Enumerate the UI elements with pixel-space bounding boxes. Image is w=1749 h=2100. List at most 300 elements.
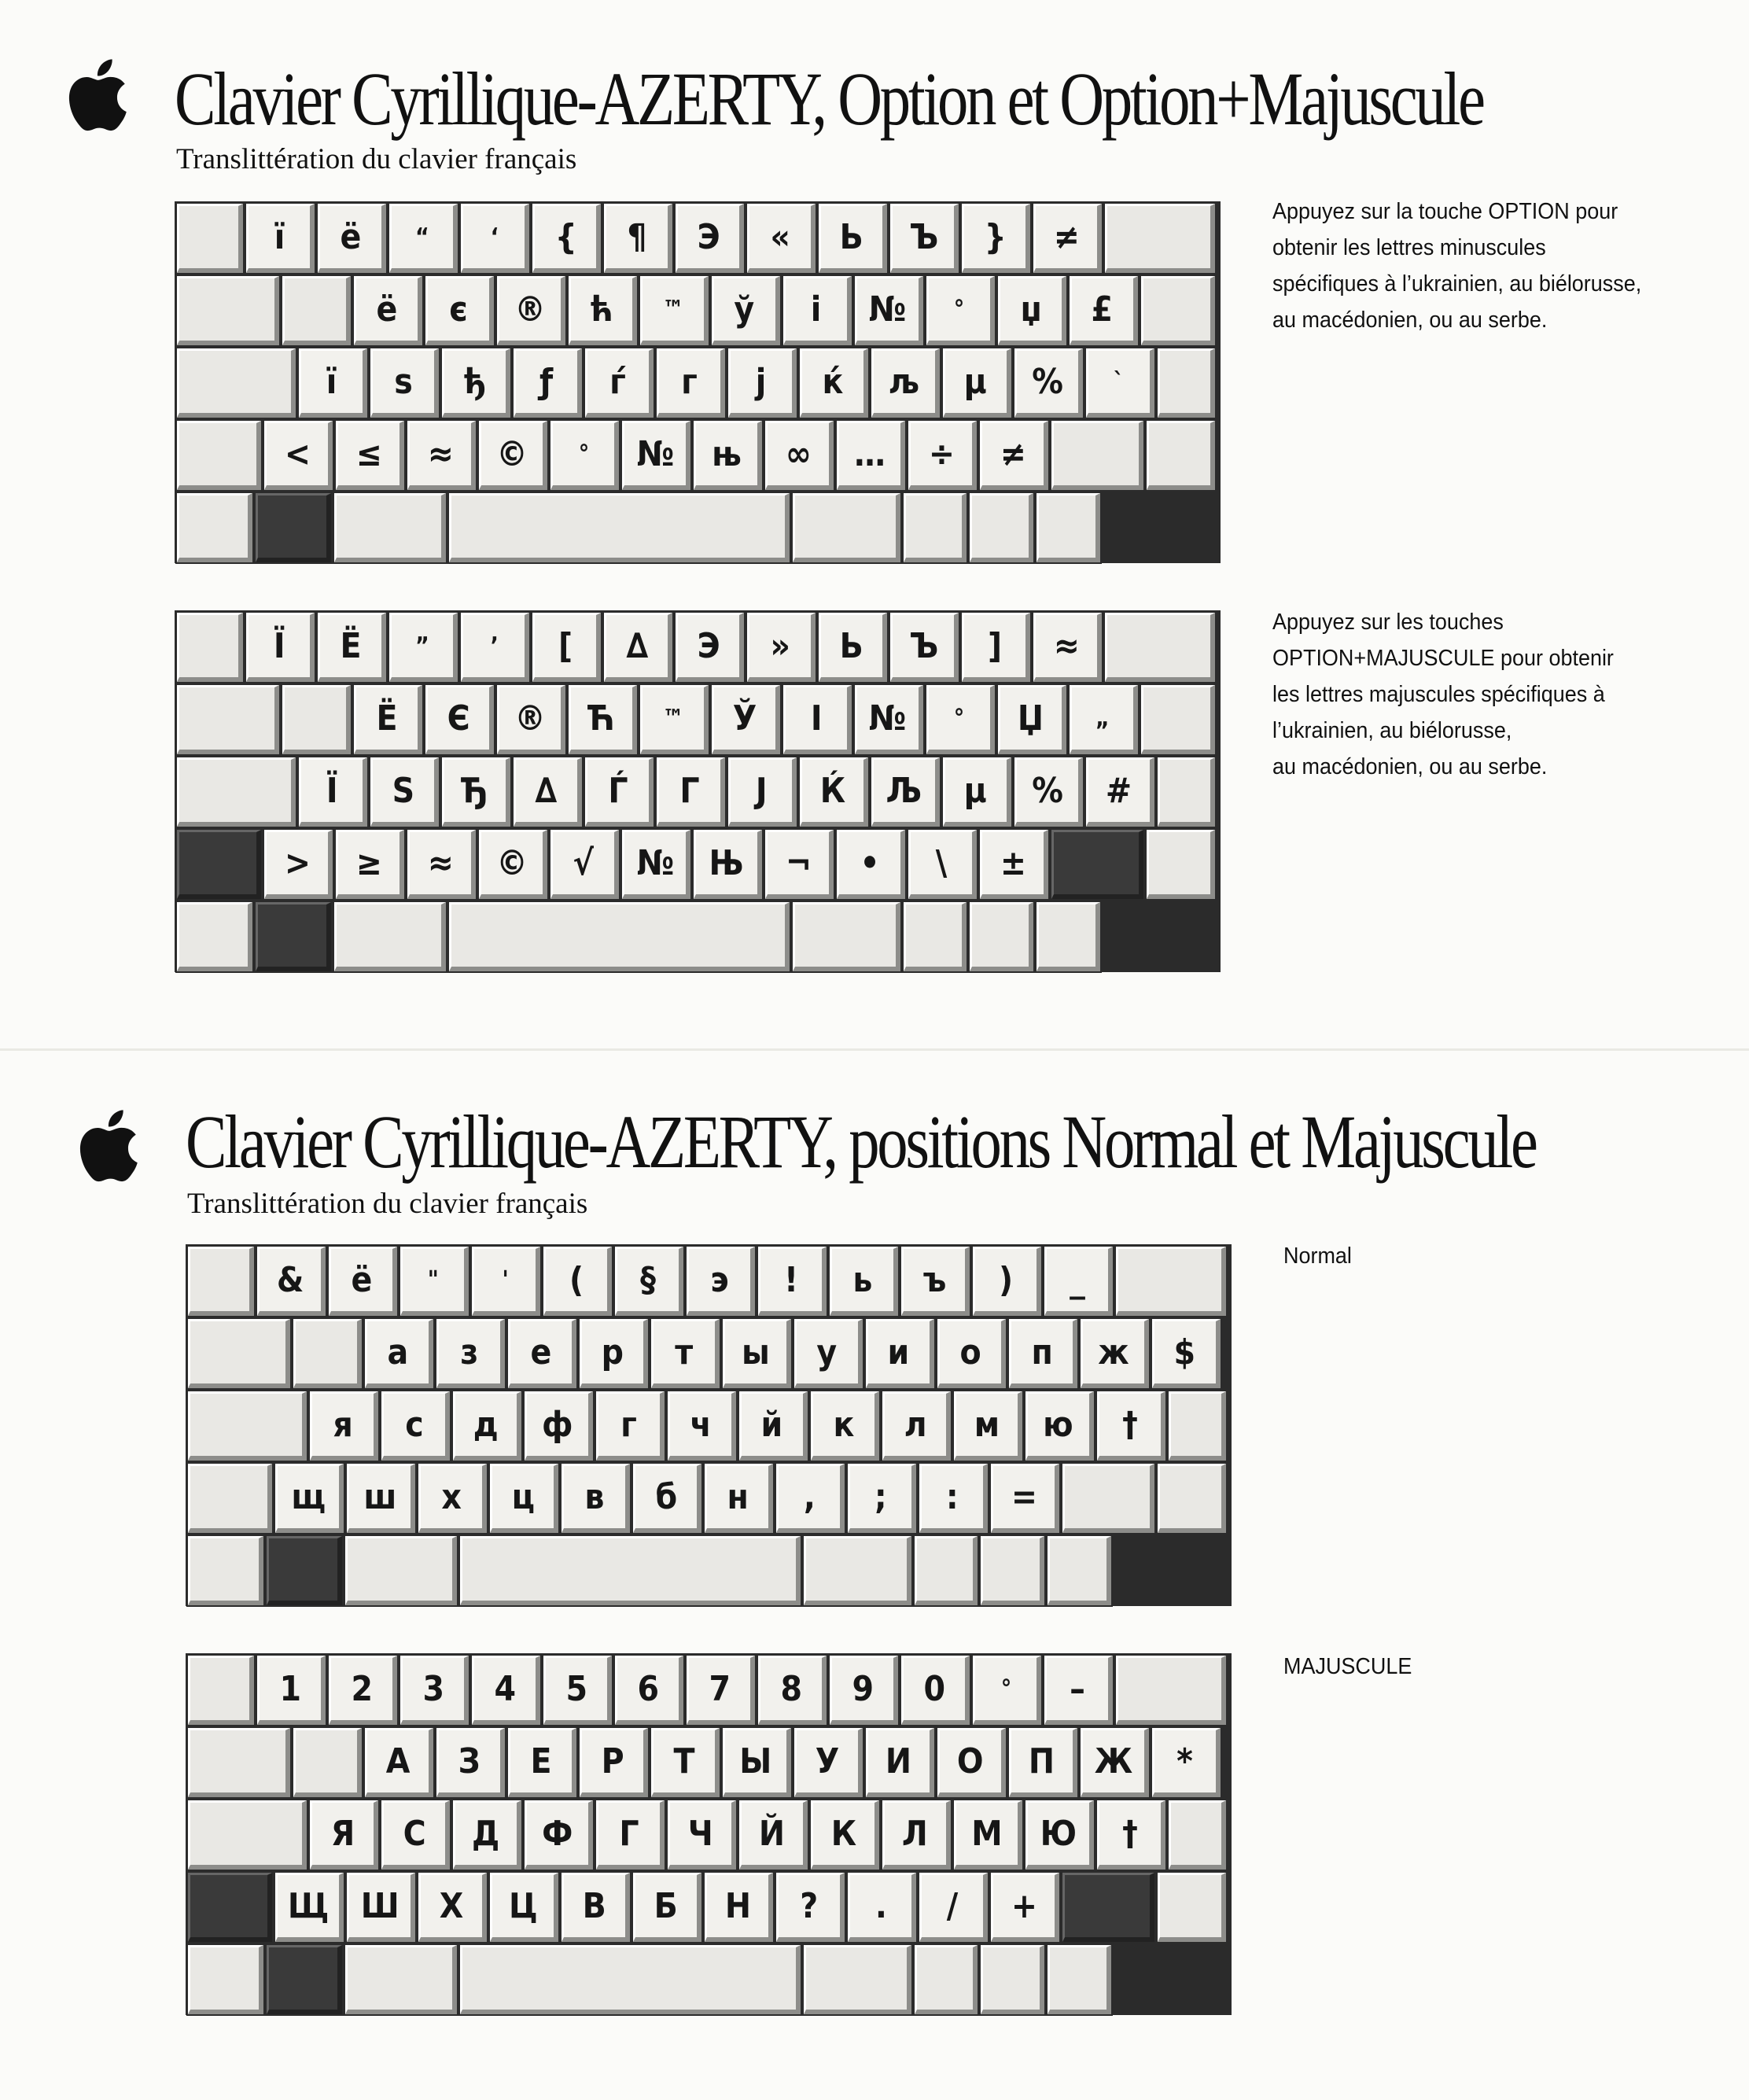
key-label: м [974, 1405, 1000, 1445]
command-key [334, 493, 446, 562]
key-label: г [620, 1405, 638, 1445]
key-label: Ь [840, 217, 864, 257]
keycap [550, 830, 619, 899]
section-divider [0, 1048, 1749, 1051]
keycap [980, 421, 1048, 490]
keycap [830, 1656, 898, 1725]
keycap [543, 1247, 612, 1316]
keycap [848, 1464, 916, 1533]
option-key [256, 493, 331, 562]
key-label: Ы [739, 1741, 772, 1781]
key-label: ѓ [609, 362, 627, 402]
key-label: Ї [273, 626, 285, 666]
key-label: ° [954, 705, 965, 732]
control-key [188, 1536, 263, 1605]
key-label: № [868, 289, 907, 330]
key-label: ≠ [1000, 434, 1026, 474]
key-label: в [584, 1477, 605, 1517]
key-label: # [1106, 771, 1132, 811]
keycap [257, 1247, 326, 1316]
key-label: 1 [279, 1669, 302, 1709]
keycap [837, 830, 905, 899]
delete-key [1116, 1656, 1226, 1725]
keycap [980, 830, 1048, 899]
delete-key [1105, 204, 1215, 273]
keycap [890, 204, 959, 273]
modifier-key [177, 685, 279, 754]
keycap [705, 1873, 773, 1942]
key-label: } [984, 217, 1007, 257]
keycap [758, 1656, 827, 1725]
key-label: ' [502, 1266, 509, 1294]
key-label: % [1031, 362, 1063, 402]
arrow-key [1037, 902, 1100, 971]
keycap [919, 1464, 988, 1533]
keycap [336, 421, 404, 490]
key-label: ц [511, 1477, 535, 1517]
key-label: % [1031, 771, 1063, 811]
modifier-key [188, 1728, 290, 1797]
key-label: Ж [1094, 1741, 1133, 1781]
keycap [926, 276, 995, 345]
key-label: $ [1173, 1332, 1196, 1372]
key-label: ф [542, 1405, 573, 1445]
key-label: О [956, 1741, 984, 1781]
key-label: © [496, 843, 528, 883]
modifier-key [188, 1800, 307, 1870]
key-label: © [496, 434, 528, 474]
keycap [354, 685, 422, 754]
keycap [580, 1728, 648, 1797]
key-label: + [1011, 1886, 1037, 1926]
keycap [1097, 1391, 1165, 1461]
key-label: П [1029, 1741, 1055, 1781]
key-label: , [803, 1477, 816, 1517]
space-bar [460, 1536, 801, 1605]
keycap [712, 276, 780, 345]
keycap [596, 1800, 665, 1870]
keycap [354, 276, 422, 345]
key-label: њ [712, 434, 742, 474]
key-label: т [675, 1332, 694, 1372]
key-label: Х [439, 1886, 464, 1926]
keycap [329, 1247, 397, 1316]
keycap [1033, 204, 1102, 273]
keycap [400, 1656, 469, 1725]
key-label: і [810, 289, 822, 330]
keycap [926, 685, 995, 754]
key-label: ’ [490, 632, 499, 660]
shift-key-right [1051, 830, 1143, 899]
keycap [811, 1800, 879, 1870]
delete-key [1116, 1247, 1226, 1316]
key-label: Ћ [587, 698, 616, 739]
key-label: Ё [340, 626, 362, 666]
blank-key [1147, 830, 1215, 899]
return-key [1158, 757, 1215, 827]
key-label: Ъ [908, 217, 938, 257]
keycap [998, 685, 1066, 754]
keycap [622, 830, 690, 899]
blank-key [1158, 1464, 1226, 1533]
keycap [407, 421, 476, 490]
key-label: Ѕ [392, 771, 414, 811]
key-label: № [868, 698, 907, 739]
command-key-right [804, 1945, 911, 2014]
keycap [633, 1464, 701, 1533]
key-label: с [404, 1405, 424, 1445]
key-label: Г [619, 1814, 639, 1854]
keycap [954, 1391, 1022, 1461]
command-key [334, 902, 446, 971]
key-label: Ј [755, 771, 768, 811]
keyboard-option [175, 201, 1221, 563]
keycap [1086, 757, 1154, 827]
page-title: Clavier Cyrillique-AZERTY, Option et Option+Majuscule [175, 57, 1483, 141]
keycap [275, 1873, 344, 1942]
keycap [866, 1319, 934, 1388]
keycap [919, 1873, 988, 1942]
keycap [694, 830, 762, 899]
keycap [615, 1247, 683, 1316]
shift-key-left [188, 1873, 272, 1942]
key-label: ш [363, 1477, 397, 1517]
key-label: к [833, 1405, 855, 1445]
arrow-key [1037, 493, 1100, 562]
arrow-key [904, 902, 967, 971]
keycap [479, 421, 547, 490]
keycap [1025, 1800, 1094, 1870]
key-label: “ [415, 223, 430, 251]
command-key-right [793, 493, 900, 562]
space-bar [449, 493, 790, 562]
keycap [347, 1873, 415, 1942]
keycap [794, 1728, 863, 1797]
key-label: > [284, 843, 311, 883]
modifier-key [177, 613, 243, 682]
keycap [442, 757, 510, 827]
keycap [472, 1656, 540, 1725]
arrow-key [981, 1536, 1044, 1605]
keycap [954, 1800, 1022, 1870]
keycap [657, 757, 725, 827]
keycap [811, 1391, 879, 1461]
space-bar [460, 1945, 801, 2014]
key-label: ї [326, 362, 337, 402]
key-label: з [460, 1332, 479, 1372]
key-label: ѕ [393, 362, 413, 402]
key-label: Ќ [819, 771, 845, 811]
modifier-key [177, 348, 296, 418]
keycap [901, 1656, 970, 1725]
keycap [747, 204, 816, 273]
keycap [848, 1873, 916, 1942]
key-label: √ [573, 843, 595, 883]
key-label: ) [999, 1260, 1014, 1300]
keycap [866, 1728, 934, 1797]
key-label: † [1121, 1814, 1138, 1854]
keycap [585, 757, 654, 827]
key-label: Р [601, 1741, 624, 1781]
keycap [908, 421, 977, 490]
shift-key-left [177, 421, 261, 490]
key-label: ; [874, 1477, 887, 1517]
key-label: Й [759, 1814, 786, 1854]
keycap [723, 1319, 791, 1388]
keycap [1081, 1728, 1149, 1797]
key-label: * [1176, 1741, 1194, 1781]
key-label: д [473, 1405, 499, 1445]
keycap [490, 1464, 558, 1533]
keycap [1070, 685, 1138, 754]
keycap [532, 204, 601, 273]
key-label: Ѓ [608, 771, 628, 811]
key-label: " [428, 1266, 440, 1294]
key-label: ≤ [355, 434, 382, 474]
key-label: Њ [709, 843, 745, 883]
keycap [908, 830, 977, 899]
keycap [246, 613, 315, 682]
keycap [747, 613, 816, 682]
keycap [596, 1391, 665, 1461]
key-label: † [1121, 1405, 1138, 1445]
keycap [569, 276, 637, 345]
keycap [973, 1247, 1041, 1316]
key-label: ї [274, 217, 285, 257]
keycap [622, 421, 690, 490]
arrow-key [970, 902, 1033, 971]
keycap [264, 830, 333, 899]
keycap [299, 757, 367, 827]
blank-key [282, 276, 351, 345]
key-label: µ [964, 362, 988, 402]
keycap [585, 348, 654, 418]
keycap [937, 1728, 1006, 1797]
modifier-key [188, 1656, 254, 1725]
key-label: А [385, 1741, 411, 1781]
page-title: Clavier Cyrillique-AZERTY, positions Normal et Majuscule [186, 1100, 1536, 1184]
key-label: 6 [637, 1669, 660, 1709]
keycap [436, 1728, 505, 1797]
keycap [299, 348, 367, 418]
key-label: Ь [840, 626, 864, 666]
key-label: ∆ [626, 626, 649, 666]
keycap [436, 1319, 505, 1388]
key-label: ? [800, 1886, 819, 1926]
key-label: – [1070, 1669, 1086, 1709]
keycap [998, 276, 1066, 345]
shift-key-left [188, 1464, 272, 1533]
key-label: ў [734, 289, 755, 330]
keycap [1009, 1728, 1077, 1797]
keycap [461, 204, 529, 273]
key-label: ! [784, 1260, 799, 1300]
blank-key [293, 1728, 362, 1797]
key-label: & [276, 1260, 304, 1300]
shift-key-right [1062, 1873, 1154, 1942]
key-label: Т [673, 1741, 695, 1781]
keycap [461, 613, 529, 682]
keycap [676, 613, 744, 682]
key-label: … [854, 434, 886, 474]
key-label: р [601, 1332, 624, 1372]
keyboard-caption-shift: MAJUSCULE [1283, 1654, 1412, 1679]
key-label: э [710, 1260, 730, 1300]
keycap [871, 757, 940, 827]
keycap [871, 348, 940, 418]
key-label: ” [415, 632, 430, 660]
keycap [882, 1391, 951, 1461]
key-label: Љ [886, 771, 922, 811]
key-label: _ [1070, 1260, 1086, 1300]
keycap [508, 1728, 576, 1797]
keycap [712, 685, 780, 754]
key-label: Э [697, 217, 720, 257]
command-key-right [793, 902, 900, 971]
key-label: ] [988, 626, 1003, 666]
key-label: Є [447, 698, 470, 739]
key-label: £ [1091, 289, 1114, 330]
key-label: Я [330, 1814, 355, 1854]
key-label: Џ [1018, 698, 1044, 739]
key-label: й [760, 1405, 783, 1445]
keycap [1044, 1247, 1113, 1316]
keycap [550, 421, 619, 490]
key-label: е [530, 1332, 552, 1372]
key-label: Ф [542, 1814, 573, 1854]
key-label: Н [724, 1886, 751, 1926]
arrow-key [915, 1536, 978, 1605]
keycap [389, 204, 458, 273]
key-label: ъ [922, 1260, 947, 1300]
keycap [794, 1319, 863, 1388]
blank-key [1147, 421, 1215, 490]
arrow-key [981, 1945, 1044, 2014]
keycap [687, 1656, 755, 1725]
keycap [1070, 276, 1138, 345]
keycap [615, 1656, 683, 1725]
keycap [633, 1873, 701, 1942]
key-label: Ч [687, 1814, 713, 1854]
keyboard-caption-option-shift: Appuyez sur les touches OPTION+MAJUSCULE pour obtenir les lettres majuscules spécifiques à l’ukrainien, au biélorusse, au macédonien, ou au serbe. [1272, 610, 1614, 779]
key-label: ‘ [490, 223, 499, 251]
keyboard-shift [186, 1653, 1232, 2015]
keycap [453, 1391, 521, 1461]
keycap [991, 1464, 1059, 1533]
key-label: ` [1113, 368, 1125, 396]
key-label: Ш [360, 1886, 400, 1926]
key-label: ™ [662, 296, 684, 323]
keycap [855, 276, 923, 345]
key-label: ™ [662, 705, 684, 732]
keycap [514, 757, 582, 827]
keycap [370, 348, 439, 418]
key-label: ы [741, 1332, 770, 1372]
key-label: Ђ [461, 771, 489, 811]
keycap [1097, 1800, 1165, 1870]
key-label: ∞ [785, 434, 812, 474]
key-label: 9 [852, 1669, 874, 1709]
key-label: о [959, 1332, 981, 1372]
key-label: В [582, 1886, 607, 1926]
key-label: ж [1098, 1332, 1129, 1372]
key-label: § [640, 1260, 657, 1300]
keycap [381, 1800, 450, 1870]
key-label: у [816, 1332, 838, 1372]
keycap [676, 204, 744, 273]
command-key-right [804, 1536, 911, 1605]
keycap [962, 613, 1030, 682]
arrow-key [915, 1945, 978, 2014]
key-label: » [770, 626, 791, 666]
key-label: { [554, 217, 577, 257]
command-key [345, 1536, 457, 1605]
key-label: Б [654, 1886, 679, 1926]
keycap [855, 685, 923, 754]
keycap [497, 276, 565, 345]
key-label: ч [690, 1405, 712, 1445]
key-label: ђ [463, 362, 486, 402]
section-option [0, 0, 1749, 1046]
key-label: « [770, 217, 791, 257]
keycap [318, 204, 386, 273]
modifier-key [188, 1319, 290, 1388]
keycap [776, 1464, 845, 1533]
keycap [1152, 1728, 1221, 1797]
key-label: а [387, 1332, 409, 1372]
keycap [389, 613, 458, 682]
control-key [177, 493, 252, 562]
key-label: ≈ [427, 434, 454, 474]
modifier-key [188, 1247, 254, 1316]
keycap [562, 1464, 630, 1533]
arrow-key [1048, 1945, 1111, 2014]
keycap [508, 1319, 576, 1388]
arrow-key [1048, 1536, 1111, 1605]
keycap [765, 830, 834, 899]
key-label: № [636, 843, 674, 883]
key-label: ¶ [627, 217, 647, 257]
key-label: „ [1095, 705, 1110, 732]
apple-logo-icon [72, 1107, 142, 1184]
return-key [1169, 1800, 1226, 1870]
return-key [1169, 1391, 1226, 1461]
keycap [310, 1391, 378, 1461]
keycap [310, 1800, 378, 1870]
key-label: ( [569, 1260, 584, 1300]
key-label: ° [578, 440, 589, 468]
keycap [257, 1656, 326, 1725]
keycap [604, 204, 672, 273]
key-label: С [403, 1814, 426, 1854]
keycap [937, 1319, 1006, 1388]
keycap [728, 348, 797, 418]
key-label: џ [1020, 289, 1042, 330]
key-label: п [1031, 1332, 1053, 1372]
keycap [418, 1464, 487, 1533]
key-label: 2 [351, 1669, 374, 1709]
keycap [882, 1800, 951, 1870]
keycap [943, 348, 1011, 418]
return-key [1141, 276, 1215, 345]
command-key [345, 1945, 457, 2014]
key-label: 5 [565, 1669, 588, 1709]
control-key [188, 1945, 263, 2014]
keycap [783, 685, 852, 754]
keyboard-option-shift [175, 610, 1221, 972]
keycap [800, 757, 868, 827]
shift-key-right [1062, 1464, 1154, 1533]
